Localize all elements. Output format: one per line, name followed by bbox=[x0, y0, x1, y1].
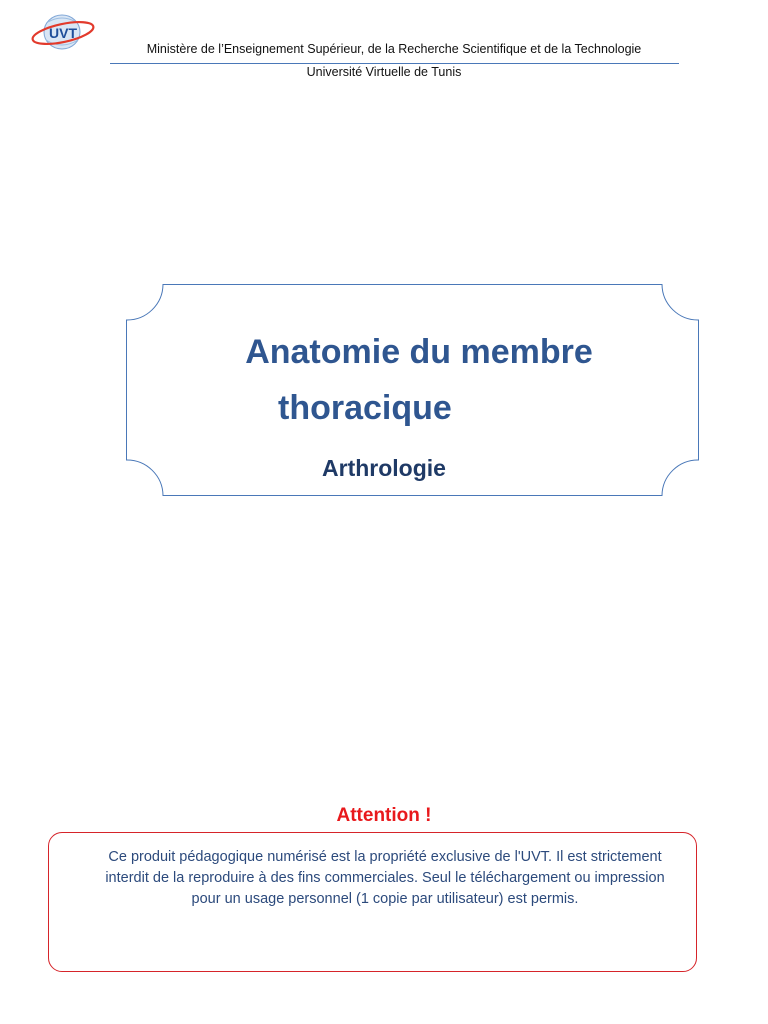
copyright-notice-text: Ce produit pédagogique numérisé est la propriété exclusive de l'UVT. Il est strictement interdit de la reproduire à des fins commerciales. Seul le téléchargement ou impression pour un usage personnel (1 copie par utilisateur) est permis. bbox=[105, 849, 665, 907]
document-title-line2: thoracique bbox=[278, 389, 452, 427]
ministry-name: Ministère de l’Enseignement Supérieur, de la Recherche Scientifique et de la Technologie bbox=[146, 42, 642, 56]
university-name: Université Virtuelle de Tunis bbox=[306, 65, 462, 79]
document-subtitle: Arthrologie bbox=[322, 455, 446, 481]
svg-text:UVT: UVT bbox=[49, 25, 77, 41]
header-divider bbox=[110, 63, 679, 64]
attention-heading: Attention ! bbox=[336, 805, 432, 826]
uvt-logo bbox=[30, 10, 96, 54]
document-title-line1: Anatomie du membre bbox=[245, 333, 593, 371]
